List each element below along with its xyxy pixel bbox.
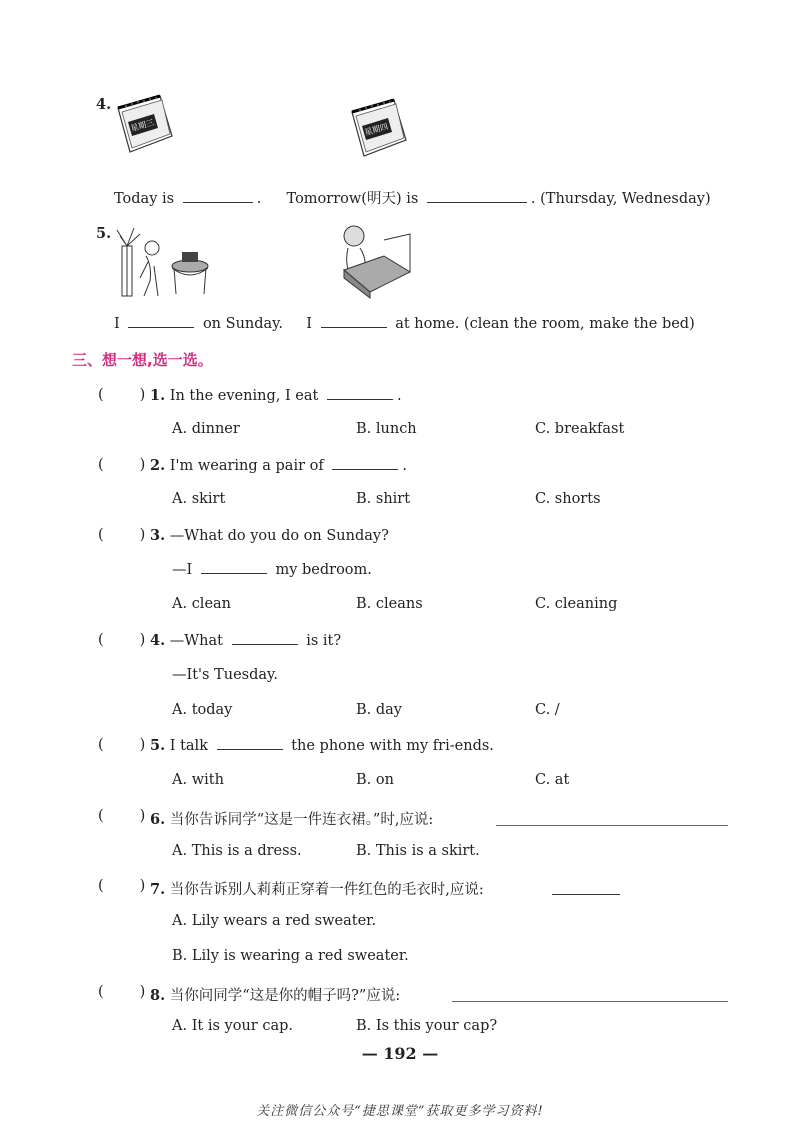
row5-blank-2[interactable] (321, 326, 387, 328)
answer-paren-4[interactable]: ( ) (98, 632, 146, 648)
section-title: 三、想一想,选一选。 (72, 351, 213, 369)
q4-option-b[interactable]: B. day (356, 702, 402, 718)
q4-blank[interactable] (232, 643, 298, 645)
row4-text-1: Today is (114, 191, 175, 207)
q1-blank[interactable] (327, 398, 393, 400)
answer-paren-1[interactable]: ( ) (98, 387, 146, 403)
calendar-thursday-image (344, 98, 410, 160)
q8-answer-line[interactable] (452, 1000, 728, 1002)
q1-option-c[interactable]: C. breakfast (535, 421, 625, 437)
q5-option-b[interactable]: B. on (356, 772, 394, 788)
q2-option-a[interactable]: A. skirt (172, 491, 226, 507)
footer-note: 关注微信公众号“捷思课堂”获取更多学习资料! (256, 1104, 544, 1119)
row5-text-1: I (114, 316, 120, 332)
q2-blank[interactable] (332, 468, 398, 470)
calendar-wednesday-label: 星期三 (129, 117, 156, 134)
q5-option-c[interactable]: C. at (535, 772, 570, 788)
answer-paren-6[interactable]: ( ) (98, 808, 146, 824)
q7-option-a[interactable]: A. Lily wears a red sweater. (172, 913, 377, 929)
q8-option-a[interactable]: A. It is your cap. (172, 1018, 293, 1034)
q3-option-b[interactable]: B. cleans (356, 596, 423, 612)
row4-blank-1[interactable] (183, 201, 253, 203)
question-3: 3. —What do you do on Sunday? (150, 527, 389, 544)
item-number-4: 4. (96, 96, 112, 113)
row5-sentence (114, 316, 695, 332)
q6-option-b[interactable]: B. This is a skirt. (356, 843, 480, 859)
q2-option-c[interactable]: C. shorts (535, 491, 601, 507)
question-5: 5. I talk the phone with my fri-ends. (150, 737, 494, 754)
row4-sentence (114, 187, 711, 208)
row5-text-2: on Sunday. (202, 316, 284, 332)
calendar-thursday-label: 星期四 (363, 121, 390, 138)
answer-paren-2[interactable]: ( ) (98, 457, 146, 473)
page-number: — 192 — (361, 1044, 439, 1063)
q6-answer-line[interactable] (496, 824, 728, 826)
q2-option-b[interactable]: B. shirt (356, 491, 411, 507)
item-number-5: 5. (96, 225, 112, 242)
q4-line2: —It's Tuesday. (172, 667, 278, 683)
q4-option-a[interactable]: A. today (172, 702, 233, 718)
question-7: 7. 当你告诉别人莉莉正穿着一件红色的毛衣时,应说: (150, 881, 484, 898)
q3-blank[interactable] (201, 572, 267, 574)
q7-answer-line[interactable] (552, 894, 620, 895)
q5-option-a[interactable]: A. with (172, 772, 224, 788)
question-4: 4. —What is it? (150, 632, 342, 649)
q3-line2: —I my bedroom. (172, 562, 372, 578)
q8-option-b[interactable]: B. Is this your cap? (356, 1018, 498, 1034)
calendar-wednesday-image (110, 94, 176, 156)
question-6: 6. 当你告诉同学“这是一件连衣裙。”时,应说: (150, 811, 434, 828)
answer-paren-3[interactable]: ( ) (98, 527, 146, 543)
cleaning-room-image (112, 226, 212, 300)
q1-option-a[interactable]: A. dinner (172, 421, 240, 437)
question-2: 2. I'm wearing a pair of . (150, 457, 407, 474)
row4-blank-2[interactable] (427, 201, 527, 203)
question-1: 1. In the evening, I eat . (150, 387, 402, 404)
question-8: 8. 当你问同学“这是你的帽子吗?”应说: (150, 987, 401, 1004)
row5-text-3: I (306, 316, 312, 332)
making-bed-image (334, 220, 414, 300)
q5-blank[interactable] (217, 748, 283, 750)
answer-paren-8[interactable]: ( ) (98, 984, 146, 1000)
row5-text-4: at home. (clean the room, make the bed) (395, 316, 695, 332)
q6-option-a[interactable]: A. This is a dress. (172, 843, 302, 859)
row4-text-3: Tomorrow(明天) is (286, 191, 419, 207)
answer-paren-5[interactable]: ( ) (98, 737, 146, 753)
row4-text-2: . (256, 191, 262, 207)
q1-option-b[interactable]: B. lunch (356, 421, 417, 437)
answer-paren-7[interactable]: ( ) (98, 878, 146, 894)
row4-text-4: . (Thursday, Wednesday) (530, 191, 711, 207)
q7-option-b[interactable]: B. Lily is wearing a red sweater. (172, 948, 409, 964)
q4-option-c[interactable]: C. / (535, 702, 560, 718)
row5-blank-1[interactable] (128, 326, 194, 328)
q3-option-c[interactable]: C. cleaning (535, 596, 618, 612)
q3-option-a[interactable]: A. clean (172, 596, 232, 612)
